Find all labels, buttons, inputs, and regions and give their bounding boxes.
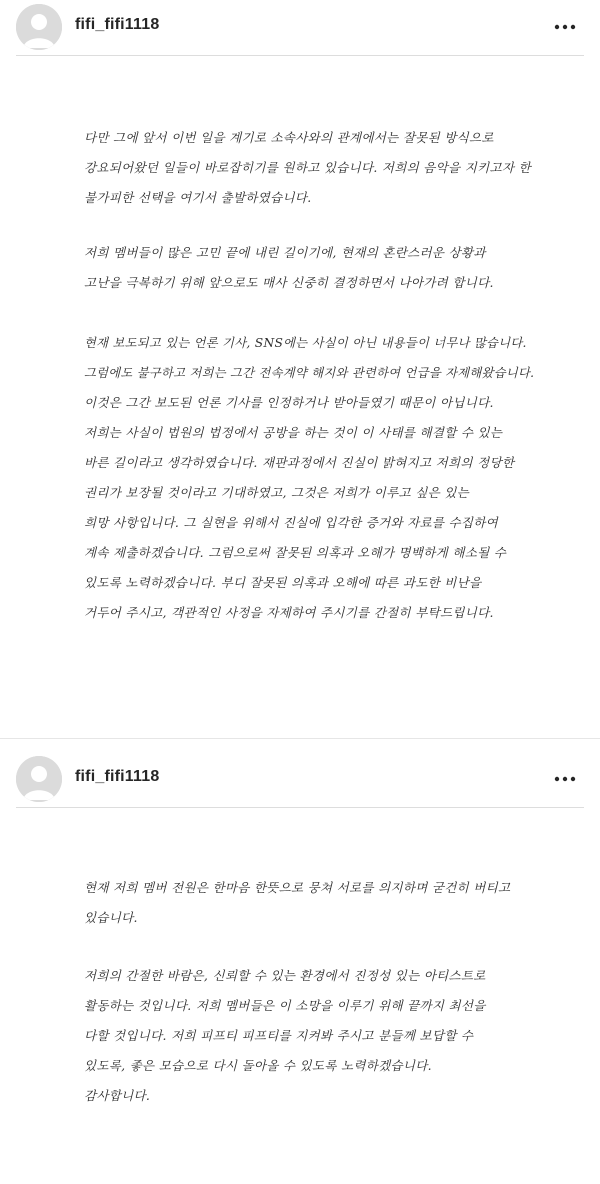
username[interactable]: fifi_fifi1118 (75, 768, 160, 785)
letter-line: 현재 저희 멤버 전원은 한마음 한뜻으로 뭉쳐 서로를 의지하며 굳건히 버티고 (84, 880, 511, 895)
post-separator (0, 738, 600, 739)
letter-line: 현재 보도되고 있는 언론 기사, SNS에는 사실이 아닌 내용들이 너무나 많습니다. (84, 336, 527, 350)
header-divider (16, 807, 584, 808)
username[interactable]: fifi_fifi1118 (75, 16, 160, 33)
letter-line: 있도록, 좋은 모습으로 다시 돌아올 수 있도록 노력하겠습니다. (84, 1058, 432, 1073)
letter-line: 고난을 극복하기 위해 앞으로도 매사 신중히 결정하면서 나아가려 합니다. (84, 275, 494, 290)
letter-line: 희망 사항입니다. 그 실현을 위해서 진실에 입각한 증거와 자료를 수집하여 (84, 515, 498, 530)
letter-line: 감사합니다. (84, 1088, 151, 1103)
more-horizontal-icon (552, 769, 578, 789)
more-options-button[interactable] (552, 769, 578, 789)
letter-line: 다만 그에 앞서 이번 일을 계기로 소속사와의 관계에서는 잘못된 방식으로 (84, 130, 494, 145)
post-header (0, 0, 600, 56)
more-horizontal-icon (552, 17, 578, 37)
letter-line: 권리가 보장될 것이라고 기대하였고, 그것은 저희가 이루고 싶은 있는 (84, 485, 469, 500)
avatar[interactable] (16, 756, 62, 802)
letter-line: 저희 멤버들이 많은 고민 끝에 내린 길이기에, 현재의 혼란스러운 상황과 (84, 245, 486, 260)
letter-line: 거두어 주시고, 객관적인 사정을 자제하여 주시기를 간절히 부탁드립니다. (84, 605, 494, 620)
letter-line: 그럼에도 불구하고 저희는 그간 전속계약 해지와 관련하여 언급을 자제해왔습니다. (84, 366, 535, 380)
header-divider (16, 55, 584, 56)
post-header (0, 752, 600, 808)
letter-line: 이것은 그간 보도된 언론 기사를 인정하거나 받아들였기 때문이 아닙니다. (84, 395, 494, 410)
default-avatar-icon (16, 4, 62, 50)
letter-line: 강요되어왔던 일들이 바로잡히기를 원하고 있습니다. 저희의 음악을 지키고자 한 (84, 160, 531, 175)
letter-line: 바른 길이라고 생각하였습니다. 재판과정에서 진실이 밝혀지고 저희의 정당한 (84, 455, 515, 470)
letter-line: 다할 것입니다. 저희 피프티 피프티를 지켜봐 주시고 분들께 보답할 수 (84, 1028, 474, 1043)
letter-line: 계속 제출하겠습니다. 그럼으로써 잘못된 의혹과 오해가 명백하게 해소될 수 (84, 545, 507, 560)
letter-line: 저희는 사실이 법원의 법정에서 공방을 하는 것이 이 사태를 해결할 수 있는 (84, 425, 503, 440)
letter-line: 저희의 간절한 바람은, 신뢰할 수 있는 환경에서 진정성 있는 아티스트로 (84, 968, 486, 983)
avatar[interactable] (16, 4, 62, 50)
letter-line: 불가피한 선택을 여기서 출발하였습니다. (84, 190, 312, 205)
more-options-button[interactable] (552, 17, 578, 37)
default-avatar-icon (16, 756, 62, 802)
letter-line: 활동하는 것입니다. 저희 멤버들은 이 소망을 이루기 위해 끝까지 최선을 (84, 998, 486, 1013)
post-2 (0, 752, 600, 1184)
letter-line: 있습니다. (84, 910, 138, 925)
letter-line: 있도록 노력하겠습니다. 부디 잘못된 의혹과 오해에 따른 과도한 비난을 (84, 575, 482, 590)
